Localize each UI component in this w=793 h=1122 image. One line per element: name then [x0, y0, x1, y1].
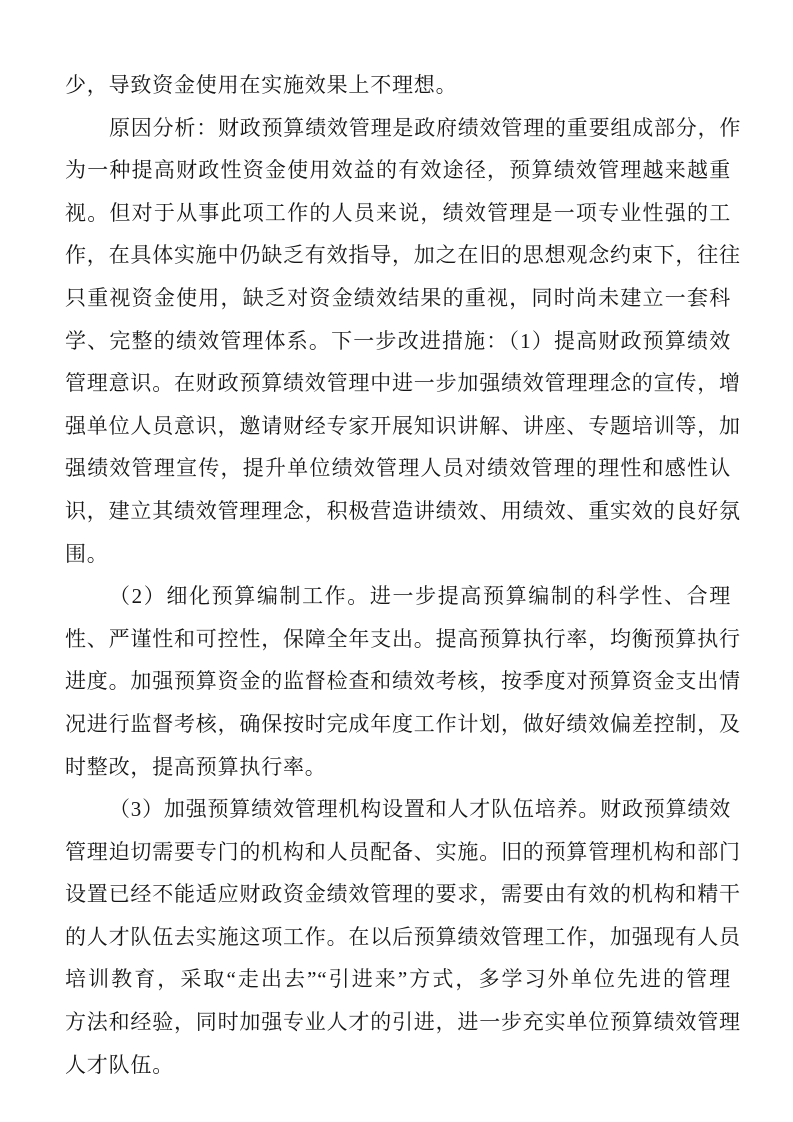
text-line: 强单位人员意识，邀请财经专家开展知识讲解、讲座、专题培训等，加 — [65, 413, 741, 438]
text-line: 进度。加强预算资金的监督检查和绩效考核，按季度对预算资金支出情 — [65, 669, 741, 694]
text-line: 人才队伍。 — [65, 1052, 174, 1077]
text-line: 只重视资金使用，缺乏对资金绩效结果的重视，同时尚未建立一套科 — [65, 285, 731, 310]
text-line: 方法和经验，同时加强专业人才的引进，进一步充实单位预算绩效管理 — [65, 1010, 741, 1035]
text-line: 围。 — [65, 541, 109, 566]
paragraph-measure-2 — [65, 575, 741, 788]
text-line: 少，导致资金使用在实施效果上不理想。 — [65, 73, 458, 97]
text-line: 的人才队伍去实施这项工作。在以后预算绩效管理工作，加强现有人员 — [65, 924, 741, 949]
text-line: 原因分析：财政预算绩效管理是政府绩效管理的重要组成部分，作 — [109, 115, 742, 140]
text-line: （3）加强预算绩效管理机构设置和人才队伍培养。财政预算绩效 — [109, 797, 731, 822]
text-line: 为一种提高财政性资金使用效益的有效途径，预算绩效管理越来越重 — [65, 158, 731, 183]
text-line: 视。但对于从事此项工作的人员来说，绩效管理是一项专业性强的工 — [65, 200, 731, 225]
text-line: 况进行监督考核，确保按时完成年度工作计划，做好绩效偏差控制，及 — [65, 711, 741, 736]
text-line: 性、严谨性和可控性，保障全年支出。提高预算执行率，均衡预算执行 — [65, 626, 741, 651]
text-body — [65, 64, 742, 1086]
text-line: 学、完整的绩效管理体系。下一步改进措施：（1）提高财政预算绩效 — [65, 328, 731, 353]
text-line: 管理迫切需要专门的机构和人员配备、实施。旧的预算管理机构和部门 — [65, 839, 741, 864]
text-line: 管理意识。在财政预算绩效管理中进一步加强绩效管理理念的宣传，增 — [65, 371, 741, 396]
paragraph-cause-analysis — [65, 107, 742, 576]
text-line: 培训教育，采取“走出去”“引进来”方式，多学习外单位先进的管理 — [65, 967, 731, 992]
text-line: （2）细化预算编制工作。进一步提高预算编制的科学性、合理 — [109, 584, 731, 609]
text-line: 设置已经不能适应财政资金绩效管理的要求，需要由有效的机构和精干 — [65, 882, 741, 907]
text-line: 作，在具体实施中仍缺乏有效指导，加之在旧的思想观念约束下，往往 — [65, 243, 741, 268]
text-line: 强绩效管理宣传，提升单位绩效管理人员对绩效管理的理性和感性认 — [65, 456, 731, 481]
paragraph-continuation — [65, 64, 731, 107]
text-line: 识，建立其绩效管理理念，积极营造讲绩效、用绩效、重实效的良好氛 — [65, 498, 741, 523]
paragraph-measure-3 — [65, 788, 741, 1086]
text-line: 时整改，提高预算执行率。 — [65, 754, 327, 779]
